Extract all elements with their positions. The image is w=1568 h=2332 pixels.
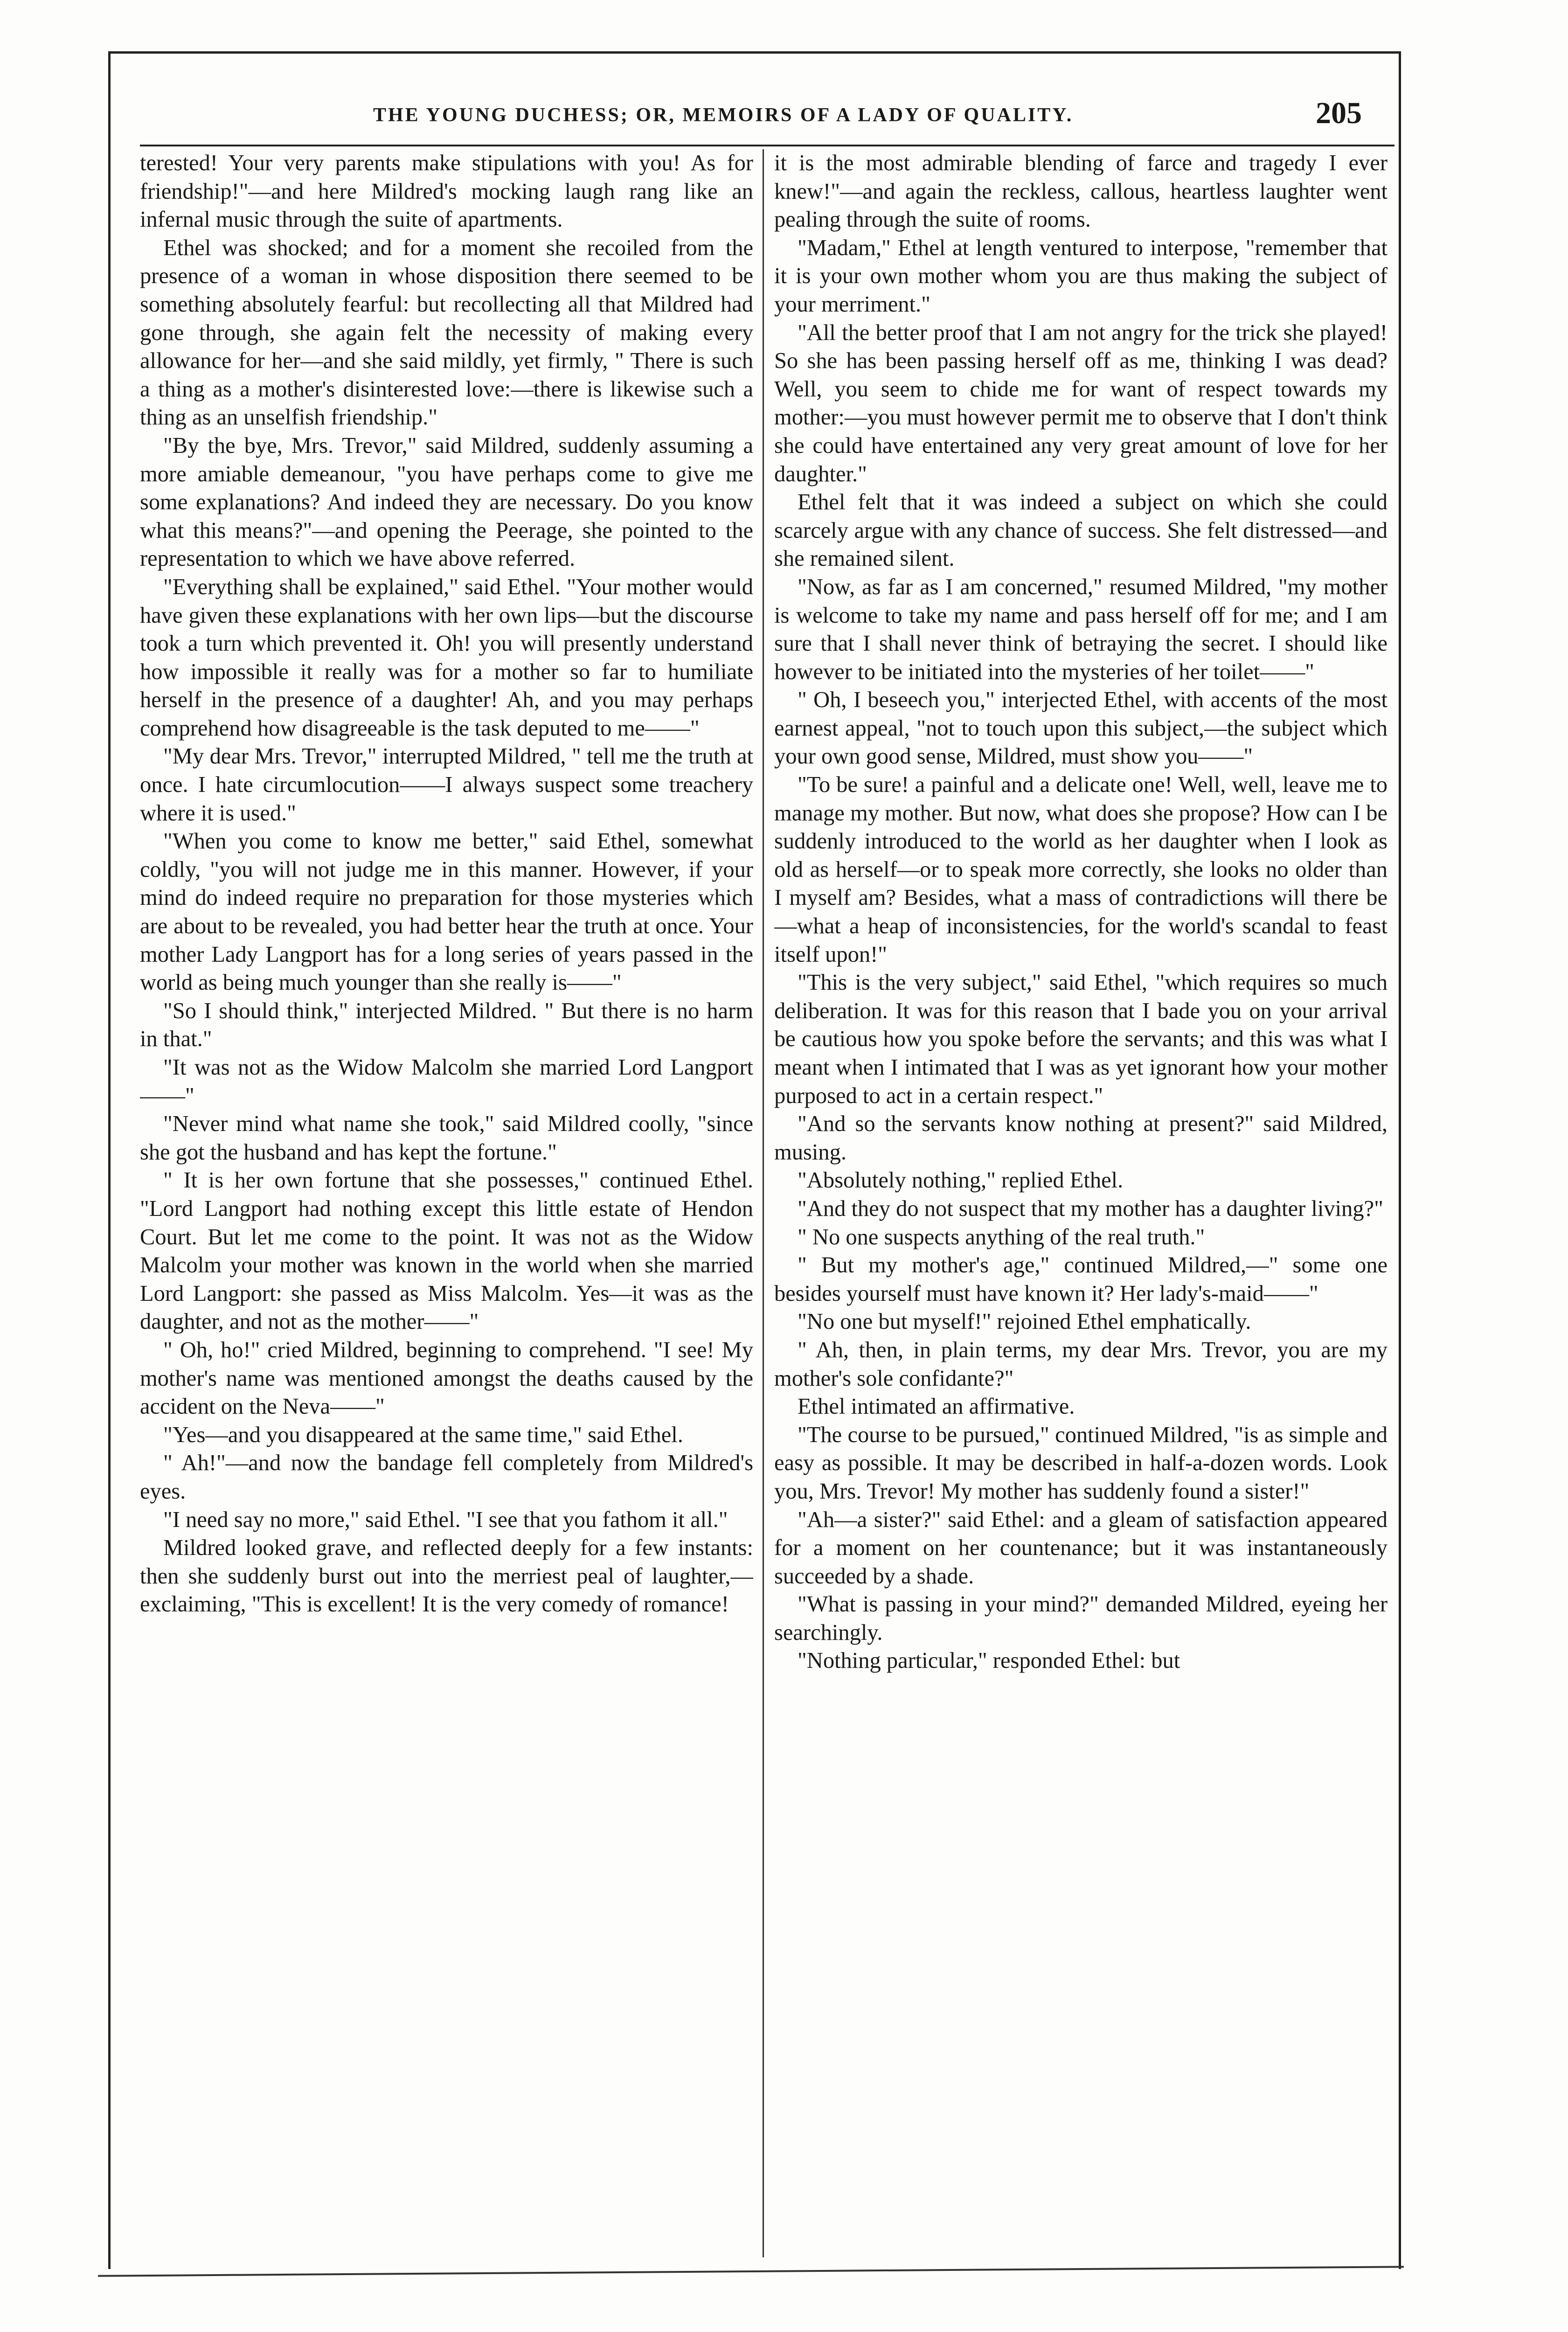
paragraph: "And so the servants know nothing at present?" said Mildred, musing.	[774, 1111, 1388, 1165]
paragraph: "When you come to know me better," said Ethel, somewhat coldly, "you will not judge me in this manner. However, if your mind do indeed require no preparation for those mysteries which are about to be revealed, you had better hear the truth at once. Your mother Lady Langport has for a long series of years passed in the world as being much younger than she really is——"	[140, 829, 753, 995]
paragraph: "What is passing in your mind?" demanded Mildred, eyeing her searchingly.	[774, 1592, 1388, 1645]
right-column	[774, 149, 1388, 2257]
running-title: THE YOUNG DUCHESS; OR, MEMOIRS OF A LADY OF QUALITY.	[373, 104, 1074, 126]
page-header	[140, 96, 1371, 133]
paragraph: "Yes—and you disappeared at the same time," said Ethel.	[163, 1422, 683, 1447]
paragraph: " Oh, I beseech you," interjected Ethel, with accents of the most earnest appeal, "not to touch upon this subject,—the subject which your own good sense, Mildred, must show you——"	[774, 687, 1388, 769]
paragraph: " Ah, then, in plain terms, my dear Mrs. Trevor, you are my mother's sole confidante?"	[774, 1337, 1388, 1391]
paragraph: "My dear Mrs. Trevor," interrupted Mildred, " tell me the truth at once. I hate circumlocution——I always suspect some treachery where it is used."	[140, 744, 753, 826]
header-rule	[140, 145, 1395, 146]
paragraph: " Ah!"—and now the bandage fell completely from Mildred's eyes.	[140, 1451, 753, 1504]
paragraph: " But my mother's age," continued Mildred,—" some one besides yourself must have known it? Her lady's-maid——"	[774, 1253, 1388, 1306]
paragraph: "No one but myself!" rejoined Ethel emphatically.	[798, 1309, 1251, 1334]
paragraph: "And they do not suspect that my mother has a daughter living?"	[798, 1196, 1383, 1221]
paragraph: "To be sure! a painful and a delicate one! Well, well, leave me to manage my mother. But now, what does she propose? How can I be suddenly introduced to the world as her daughter when I look as old as herself—or to speak more correctly, she looks no older than I myself am? Besides, what a mass of contradictions will there be—what a heap of inconsistencies, for the world's scandal to feast itself upon!"	[774, 772, 1388, 967]
paragraph: "Ah—a sister?" said Ethel: and a gleam of satisfaction appeared for a moment on her countenance; but it was instantaneously succeeded by a shade.	[774, 1507, 1388, 1589]
paragraph: "Nothing particular," responded Ethel: but	[798, 1648, 1180, 1673]
column-divider	[763, 149, 764, 2257]
paragraph: it is the most admirable blending of farce and tragedy I ever knew!"—and again the reckless, callous, heartless laughter went pealing through the suite of rooms.	[774, 151, 1388, 232]
paragraph: "The course to be pursued," continued Mildred, "is as simple and easy as possible. It may be described in half-a-dozen words. Look you, Mrs. Trevor! My mother has suddenly found a sister!"	[774, 1422, 1388, 1504]
paragraph: "Now, as far as I am concerned," resumed Mildred, "my mother is welcome to take my name and pass herself off for me; and I am sure that I shall never think of betraying the secret. I should like however to be initiated into the mysteries of her toilet——"	[774, 574, 1388, 684]
left-column	[140, 149, 753, 2257]
paragraph: " Oh, ho!" cried Mildred, beginning to comprehend. "I see! My mother's name was mentioned amongst the deaths caused by the accident on the Neva——"	[140, 1337, 753, 1419]
paragraph: "I need say no more," said Ethel. "I see that you fathom it all."	[163, 1507, 728, 1532]
paragraph: "This is the very subject," said Ethel, "which requires so much deliberation. It was for this reason that I bade you on your arrival be cautious how you spoke before the servants; and this was what I meant when I intimated that I was as yet ignorant how your mother purposed to act in a certain respect."	[774, 970, 1388, 1108]
paragraph: Ethel was shocked; and for a moment she recoiled from the presence of a woman in whose disposition there seemed to be something absolutely fearful: but recollecting all that Mildred had gone through, she again felt the necessity of making every allowance for her—and she said mildly, yet firmly, " There is such a thing as a mother's disinterested love:—there is likewise such a thing as an unselfish friendship."	[140, 235, 753, 430]
paragraph: "It was not as the Widow Malcolm she married Lord Langport——"	[140, 1055, 753, 1108]
paragraph: "Everything shall be explained," said Ethel. "Your mother would have given these explanations with her own lips—but the discourse took a turn which prevented it. Oh! you will presently understand how impossible it really was for a mother so far to humiliate herself in the presence of a daughter! Ah, and you may perhaps comprehend how disagreeable is the task deputed to me——"	[140, 574, 753, 741]
paragraph: Ethel intimated an affirmative.	[798, 1394, 1075, 1419]
paragraph: "Madam," Ethel at length ventured to interpose, "remember that it is your own mother whom you are thus making the subject of your merriment."	[774, 235, 1388, 317]
page-number: 205	[1316, 96, 1362, 130]
paragraph: " No one suspects anything of the real truth."	[798, 1224, 1205, 1249]
paragraph: Mildred looked grave, and reflected deeply for a few instants: then she suddenly burst out into the merriest peal of laughter,—exclaiming, "This is excellent! It is the very comedy of romance!	[140, 1535, 753, 1617]
paragraph: Ethel felt that it was indeed a subject on which she could scarcely argue with any chance of success. She felt distressed—and she remained silent.	[774, 490, 1388, 571]
paragraph: "Absolutely nothing," replied Ethel.	[798, 1168, 1124, 1193]
paragraph: terested! Your very parents make stipulations with you! As for friendship!"—and here Mildred's mocking laugh rang like an infernal music through the suite of apartments.	[140, 151, 753, 232]
paragraph: "So I should think," interjected Mildred. " But there is no harm in that."	[140, 998, 753, 1052]
paragraph: "All the better proof that I am not angry for the trick she played! So she has been passing herself off as me, thinking I was dead? Well, you seem to chide me for want of respect towards my mother:—you must however permit me to observe that I don't think she could have entertained any very great amount of love for her daughter."	[774, 320, 1388, 486]
paragraph: "Never mind what name she took," said Mildred coolly, "since she got the husband and has kept the fortune."	[140, 1111, 753, 1165]
paragraph: "By the bye, Mrs. Trevor," said Mildred, suddenly assuming a more amiable demeanour, "you have perhaps come to give me some explanations? And indeed they are necessary. Do you know what this means?"—and opening the Peerage, she pointed to the representation to which we have above referred.	[140, 433, 753, 571]
paragraph: " It is her own fortune that she possesses," continued Ethel. "Lord Langport had nothing except this little estate of Hendon Court. But let me come to the point. It was not as the Widow Malcolm your mother was known in the world when she married Lord Langport: she passed as Miss Malcolm. Yes—it was as the daughter, and not as the mother——"	[140, 1168, 753, 1334]
